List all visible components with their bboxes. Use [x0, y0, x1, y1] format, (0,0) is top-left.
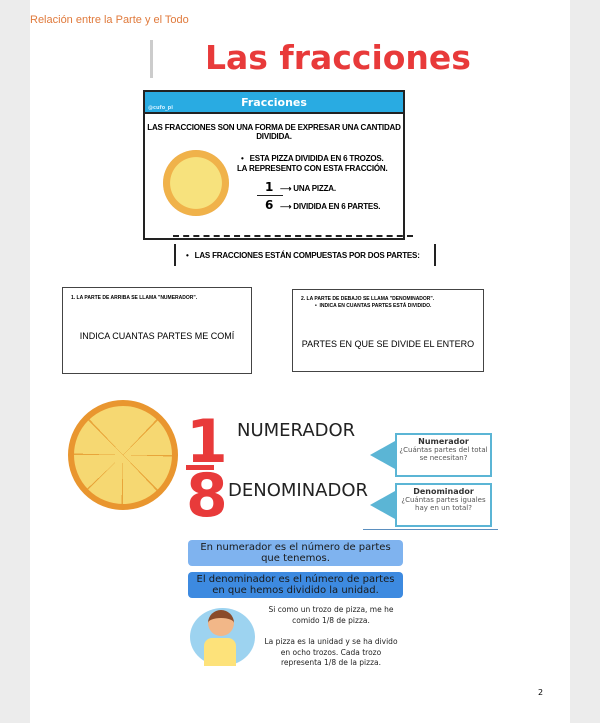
numerator-definition: En numerador es el número de partes que tenemos. — [188, 540, 403, 566]
divider — [150, 40, 153, 78]
card-denominator: 6 — [265, 198, 274, 212]
denominator-box — [292, 289, 484, 372]
document-subtitle: Relación entre la Parte y el Todo — [30, 14, 189, 26]
arrow-left-icon — [370, 441, 395, 469]
numerator-box — [62, 287, 252, 374]
card-numerator: 1 — [265, 180, 274, 194]
fraction-denominator: 8 — [186, 461, 228, 531]
fractions-card — [143, 90, 405, 240]
example-text-1: Si como un trozo de pizza, me he comido 1/8 de pizza. — [268, 605, 394, 625]
card-denominator-label: ⟶ DIVIDIDA EN 6 PARTES. — [280, 202, 381, 211]
fraction-bar — [257, 195, 283, 196]
dashed-line — [173, 235, 413, 237]
numerator-box-label: 1. LA PARTE DE ARRIBA SE LLAMA "NUMERADOR". — [71, 295, 198, 301]
denominator-callout: Denominador ¿Cuántas partes iguales hay en un total? — [395, 483, 492, 527]
underline — [363, 529, 498, 530]
card-tag: @cufo_pi — [148, 105, 173, 111]
card-numerator-label: ⟶ UNA PIZZA. — [280, 184, 336, 193]
example-text-2: La pizza es la unidad y se ha divido en ocho trozos. Cada trozo representa 1/8 de la pizza. — [264, 637, 398, 667]
numerator-box-answer: INDICA CUANTAS PARTES ME COMÍ — [79, 331, 235, 341]
card-heading — [145, 92, 403, 114]
card-intro: LAS FRACCIONES SON UNA FORMA DE EXPRESAR UNA CANTIDAD DIVIDIDA. — [147, 123, 401, 141]
numerator-callout: Numerador ¿Cuántas partes del total se necesitan? — [395, 433, 492, 477]
arrow-left-icon — [370, 491, 395, 519]
denominator-definition: El denominador es el número de partes en que hemos dividido la unidad. — [188, 572, 403, 598]
boy-eating-pizza-image — [190, 608, 255, 666]
denominator-box-sub: • INDICA EN CUANTAS PARTES ESTÁ DIVIDIDO. — [315, 303, 432, 309]
pizza-8-image — [68, 400, 178, 510]
page-title: Las fracciones — [205, 38, 471, 77]
denominator-box-answer: PARTES EN QUE SE DIVIDE EL ENTERO — [301, 339, 475, 349]
card-heading-text: Fracciones — [241, 96, 307, 109]
card-bullet1b: LA REPRESENTO CON ESTA FRACCIÓN. — [237, 164, 388, 173]
denominator-label: DENOMINADOR — [228, 480, 369, 501]
numerator-label: NUMERADOR — [237, 420, 356, 441]
card-bullet1: • ESTA PIZZA DIVIDIDA EN 6 TROZOS. — [241, 154, 384, 163]
denominator-box-label: 2. LA PARTE DE DEBAJO SE LLAMA "DENOMINADOR". — [301, 296, 435, 302]
card-bullet2: • LAS FRACCIONES ESTÁN COMPUESTAS POR DOS PARTES: — [174, 244, 436, 266]
fraction-numerator: 1 — [186, 407, 228, 477]
page-number: 2 — [538, 688, 544, 697]
pizza-6-image — [163, 150, 229, 216]
